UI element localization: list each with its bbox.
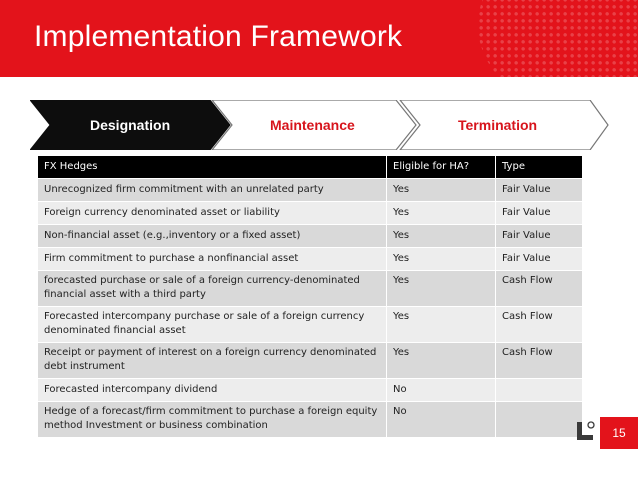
cell-hedge: Non-financial asset (e.g.,inventory or a fixed asset) <box>38 225 387 248</box>
table-row <box>38 202 583 225</box>
globe-dots-decoration <box>478 0 638 77</box>
table-row <box>38 343 583 379</box>
table-row <box>38 225 583 248</box>
brand-logo-icon <box>574 420 596 442</box>
stage-label-termination: Termination <box>458 117 538 133</box>
table-row <box>38 179 583 202</box>
slide-title: Implementation Framework <box>34 20 403 53</box>
cell-type <box>496 379 583 402</box>
cell-type: Fair Value <box>496 248 583 271</box>
stage-chevrons <box>30 100 610 150</box>
stage-label-designation: Designation <box>90 117 171 133</box>
cell-type: Cash Flow <box>496 307 583 343</box>
cell-hedge: Hedge of a forecast/firm commitment to purchase a foreign equity method Investment or business combination <box>38 402 387 438</box>
brand-logo <box>540 418 598 458</box>
header-type: Type <box>496 156 583 179</box>
cell-eligible: Yes <box>387 271 496 307</box>
cell-eligible: Yes <box>387 307 496 343</box>
cell-hedge: Receipt or payment of interest on a foreign currency denominated debt instrument <box>38 343 387 379</box>
cell-hedge: Foreign currency denominated asset or liability <box>38 202 387 225</box>
cell-type: Fair Value <box>496 179 583 202</box>
header-eligible: Eligible for HA? <box>387 156 496 179</box>
cell-hedge: Forecasted intercompany dividend <box>38 379 387 402</box>
cell-eligible: No <box>387 402 496 438</box>
cell-type: Cash Flow <box>496 343 583 379</box>
cell-eligible: Yes <box>387 248 496 271</box>
table-header-row <box>38 156 583 179</box>
cell-hedge: Forecasted intercompany purchase or sale of a foreign currency denominated financial asset <box>38 307 387 343</box>
table-row <box>38 307 583 343</box>
page-number-badge: 15 <box>600 417 638 449</box>
cell-type: Cash Flow <box>496 271 583 307</box>
table-row <box>38 271 583 307</box>
cell-eligible: Yes <box>387 343 496 379</box>
table-row <box>38 379 583 402</box>
title-bar <box>0 0 638 77</box>
table-row <box>38 248 583 271</box>
cell-type: Fair Value <box>496 225 583 248</box>
cell-hedge: Unrecognized firm commitment with an unrelated party <box>38 179 387 202</box>
fx-hedges-table <box>37 155 583 438</box>
cell-eligible: Yes <box>387 202 496 225</box>
cell-eligible: Yes <box>387 225 496 248</box>
stage-label-maintenance: Maintenance <box>270 117 355 133</box>
cell-eligible: No <box>387 379 496 402</box>
table-row <box>38 402 583 438</box>
cell-type: Fair Value <box>496 202 583 225</box>
cell-hedge: Firm commitment to purchase a nonfinancial asset <box>38 248 387 271</box>
cell-eligible: Yes <box>387 179 496 202</box>
header-fx-hedges: FX Hedges <box>38 156 387 179</box>
cell-hedge: forecasted purchase or sale of a foreign currency-denominated financial asset with a third party <box>38 271 387 307</box>
